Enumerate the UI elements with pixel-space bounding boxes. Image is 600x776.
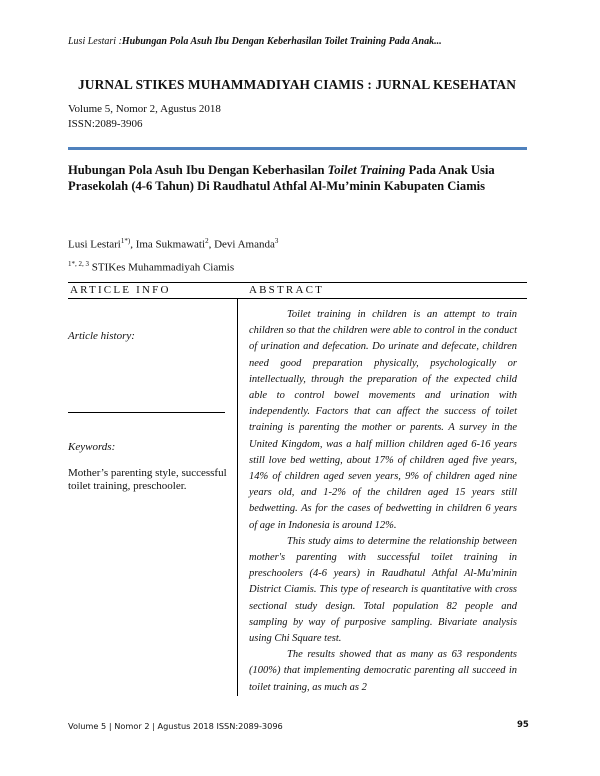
author-sup: 3 — [274, 237, 279, 245]
abstract-body — [249, 307, 517, 696]
author-sup: 1*) — [120, 237, 131, 245]
journal-issn: ISSN:2089-3906 — [68, 118, 143, 130]
author-sep: , — [130, 238, 136, 251]
info-heading-rule — [68, 298, 527, 299]
page-footer: Volume 5 | Nomor 2 | Agustus 2018 ISSN:2089-3096 — [68, 721, 283, 731]
article-info-heading: ARTICLE INFO — [70, 284, 171, 296]
header-running-title: Hubungan Pola Asuh Ibu Dengan Keberhasilan Toilet Training Pada Anak... — [121, 36, 442, 47]
paper-title — [68, 162, 538, 194]
author-sep: , — [208, 238, 215, 251]
journal-volume: Volume 5, Nomor 2, Agustus 2018 — [68, 103, 221, 115]
author-list — [68, 237, 278, 251]
affiliation-text: STIKes Muhammadiyah Ciamis — [89, 261, 235, 274]
header-author: Lusi Lestari : — [68, 36, 122, 47]
abstract-paragraph: Toilet training in children is an attempt to train children so that the children were able to control in the conduct of urination and defecation. Do urinate and defecate, children need good preparation physically, psychologically or intellectually, through the preparation of the expected child able to control bowel movements and urination with independently. Factors that can affect the success of toilet training is parenting the mother or parents. A survey in the United Kingdom, was a half million children aged 6-16 years still love bed wetting, about 17% of children aged five years, 14% of children aged seven years, 9% of children aged nine years old, and 1-2% of the children aged 15 years still bedwetting. As for the cases of bedwetting in children 6 years of age in Indonesia is around 12%. — [249, 309, 517, 531]
keywords-list: Mother’s parenting style, successful toilet training, preschooler. — [68, 467, 227, 492]
journal-title: JURNAL STIKES MUHAMMADIYAH CIAMIS : JURNAL KESEHATAN — [78, 77, 516, 92]
column-divider — [237, 298, 238, 696]
paper-title-italic: Toilet Training — [327, 163, 406, 177]
abstract-paragraph: This study aims to determine the relationship between mother's parenting with successful toilet training in preschoolers (4-6 years) in Raudhatul Athfal Al-Mu'minin District Ciamis. This type of research is quantitative with cross sectional study design. Total population 82 people and sampling by way of purposive sampling. Bivariate analysis using Chi Square test. — [249, 535, 517, 645]
info-top-rule — [68, 282, 527, 283]
author-sup: 2 — [205, 237, 209, 245]
author: Lusi Lestari — [68, 238, 121, 251]
running-header — [68, 36, 442, 47]
affiliation-sup: 1*, 2, 3 — [68, 260, 89, 268]
keywords-label: Keywords: — [68, 441, 116, 453]
article-history-label: Article history: — [68, 330, 135, 342]
affiliation — [68, 260, 234, 274]
abstract-heading: ABSTRACT — [249, 284, 325, 296]
history-rule — [68, 412, 225, 413]
paper-title-part2: Pada Anak Usia Prasekolah (4-6 Tahun) Di Raudhatul Athfal Al-Mu’minin Kabupaten Ciamis — [68, 163, 495, 193]
paper-title-part1: Hubungan Pola Asuh Ibu Dengan Keberhasilan — [68, 163, 328, 177]
header-divider — [68, 147, 527, 150]
page-number: 95 — [517, 720, 529, 730]
abstract-paragraph: The results showed that as many as 63 respondents (100%) that implementing democratic parenting all succeed in toilet training, as much as 2 — [249, 649, 517, 693]
author: Devi Amanda — [214, 238, 275, 251]
author: Ima Sukmawati — [135, 238, 206, 251]
